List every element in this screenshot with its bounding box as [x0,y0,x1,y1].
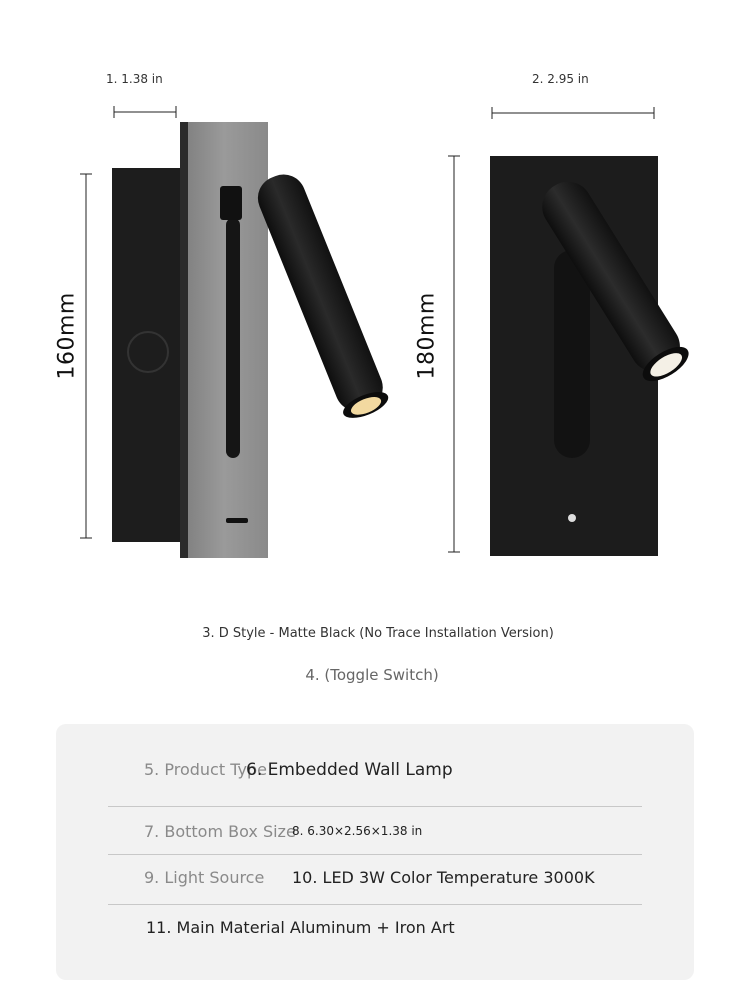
spec-divider [108,854,642,855]
spec-divider [108,806,642,807]
lamp-side-view-image [108,118,408,564]
switch-caption: 4. (Toggle Switch) [305,666,439,684]
height1-dimension-label: 160mm [54,292,80,380]
spec-material-value: 11. Main Material Aluminum + Iron Art [146,918,455,937]
spec-panel [56,724,694,980]
lamp-front-view-image [488,154,708,558]
spec-value: 8. 6.30×2.56×1.38 in [292,824,423,838]
height2-dimension-line [446,152,462,556]
spec-row [108,868,642,916]
width-dimension-line [110,100,184,120]
spec-row [108,822,642,870]
height2-dimension-label: 180mm [414,292,440,380]
style-caption: 3. D Style - Matte Black (No Trace Installation Version) [202,626,554,641]
spec-row [108,760,642,808]
spec-value: 6. Embedded Wall Lamp [246,760,453,780]
height1-dimension-line [78,170,94,542]
spec-row-material [108,918,642,966]
spec-divider [108,904,642,905]
width-dimension-label: 1. 1.38 in [106,72,163,86]
spec-label: 9. Light Source [144,868,265,887]
spec-value: 10. LED 3W Color Temperature 3000K [292,868,595,887]
width2-dimension-label: 2. 2.95 in [532,72,589,86]
spec-label: 5. Product Type [144,760,267,779]
width2-dimension-line [488,102,658,122]
spec-label: 7. Bottom Box Size [144,822,296,841]
